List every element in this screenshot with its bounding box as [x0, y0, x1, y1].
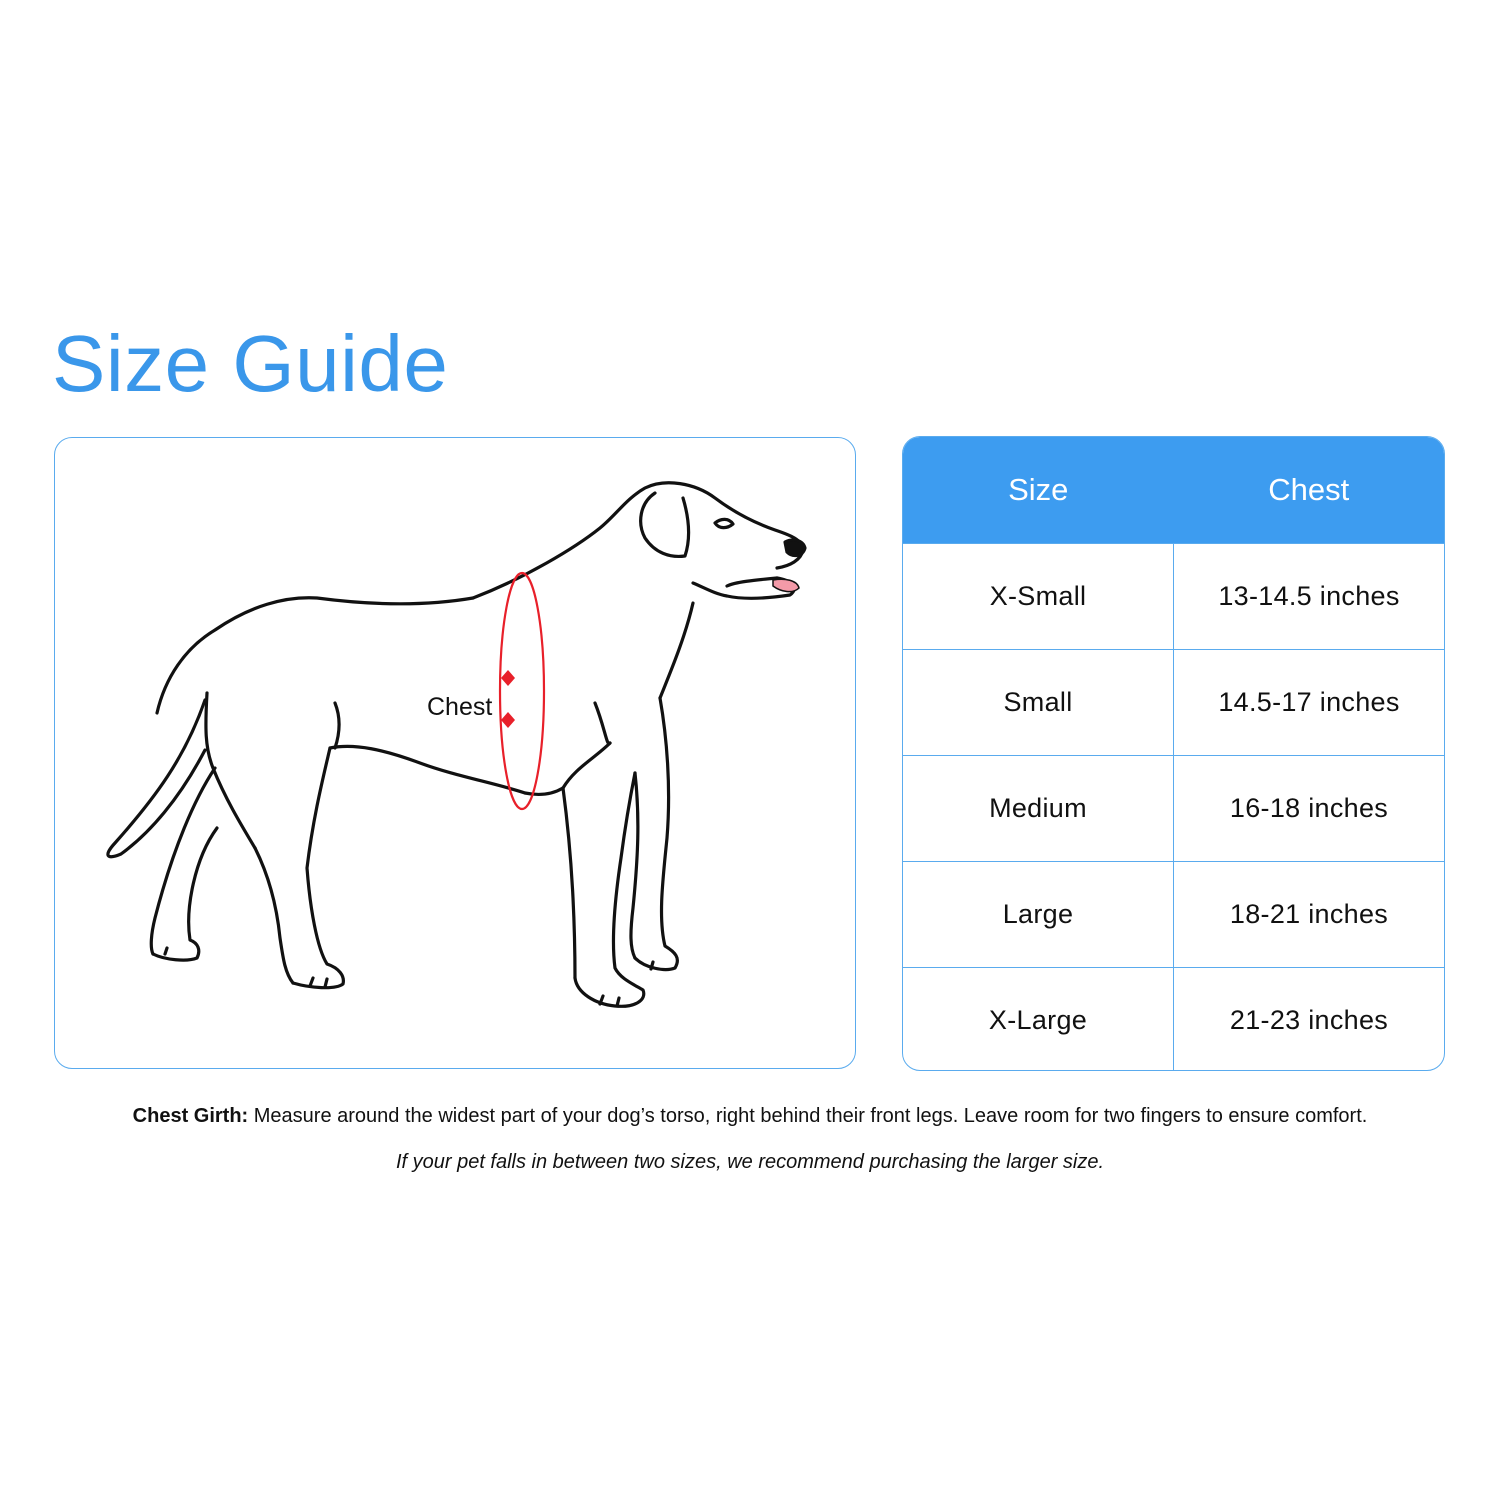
size-cell: Medium [903, 756, 1174, 862]
chest-girth-note [0, 1103, 1500, 1129]
dog-illustration [55, 438, 856, 1069]
size-cell: X-Small [903, 544, 1174, 650]
chest-cell: 16-18 inches [1174, 756, 1445, 862]
chest-cell: 14.5-17 inches [1174, 650, 1445, 756]
chest-label: Chest [427, 693, 493, 721]
size-cell: Small [903, 650, 1174, 756]
dog-illustration-panel [54, 437, 856, 1069]
chest-girth-text: Measure around the widest part of your dog’s torso, right behind their front legs. Leave room for two fingers to ensure comfort. [248, 1105, 1368, 1127]
chest-cell: 13-14.5 inches [1174, 544, 1445, 650]
chest-cell: 18-21 inches [1174, 862, 1445, 968]
size-advice-note: If your pet falls in between two sizes, we recommend purchasing the larger size. [395, 1151, 1105, 1173]
arrow-down-icon [501, 712, 515, 728]
table-row [903, 862, 1444, 968]
size-table-panel [902, 436, 1445, 1071]
column-header-size: Size [903, 437, 1174, 544]
tongue [773, 579, 799, 591]
size-cell: X-Large [903, 968, 1174, 1072]
size-cell: Large [903, 862, 1174, 968]
dog-outline [108, 483, 805, 1007]
table-row [903, 756, 1444, 862]
chest-cell: 21-23 inches [1174, 968, 1445, 1072]
chest-girth-label: Chest Girth: [132, 1105, 249, 1127]
table-row [903, 544, 1444, 650]
chest-measure-ring [500, 573, 544, 809]
table-header-row [903, 437, 1444, 544]
table-row [903, 968, 1444, 1072]
size-table [903, 437, 1444, 1071]
table-row [903, 650, 1444, 756]
page-title: Size Guide [52, 319, 449, 408]
column-header-chest: Chest [1174, 437, 1445, 544]
arrow-up-icon [501, 670, 515, 686]
